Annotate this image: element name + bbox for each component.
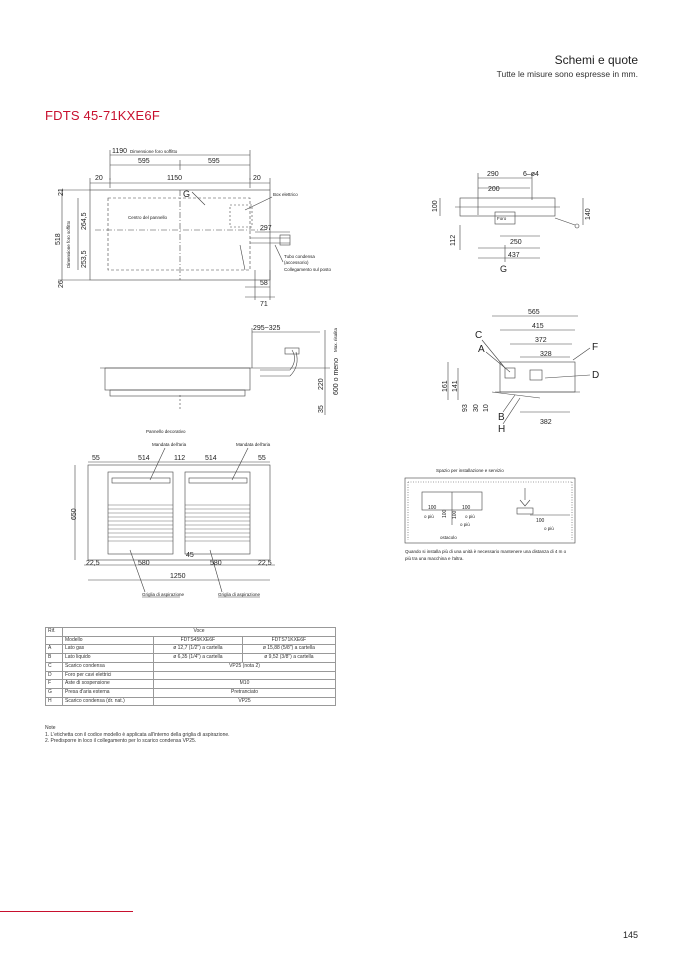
table-row: C Scarico condensa VP25 (nota 2) [46,662,336,671]
model-title: FDTS 45-71KXE6F [45,108,160,123]
dim-514b: 514 [205,455,217,462]
section-subtitle: Tutte le misure sono espresse in mm. [496,69,638,79]
dim-6-phi4: 6–ø4 [523,171,539,178]
note-2: 2. Predisporre in loco il collegamento per lo scarico condensa VP25. [45,738,197,744]
label-b: B [498,412,505,423]
dim-600-o-meno: 600 o meno [333,358,340,395]
dim-58: 58 [260,280,268,287]
dim-140: 140 [585,208,592,220]
label-g-side: G [500,264,508,274]
dim-1250: 1250 [170,573,186,580]
dim-30: 30 [473,404,480,412]
dim-93: 93 [462,404,469,412]
label-accessorio: (accessorio) [284,260,309,265]
label-foro: Foro [497,216,507,221]
label-g-top: G [183,189,191,199]
dim-518-label: Dimensione foro soffitto [66,220,71,268]
dim-580b: 580 [210,560,222,567]
dim-250: 250 [510,239,522,246]
dim-1190-label: Dimensione foro soffitto [130,149,178,154]
label-griglia-1: Griglia di aspirazione [142,592,185,597]
label-h: H [498,424,506,435]
drawing-installation-space [405,468,575,561]
dim-650: 650 [71,508,78,520]
dim-200: 200 [488,186,500,193]
dim-71: 71 [260,301,268,308]
dim-112: 112 [450,234,457,246]
opiu-b: o più [465,514,475,519]
dim-518: 518 [55,233,62,245]
dim-161: 161 [442,380,449,392]
dim-10: 10 [483,404,490,412]
note-installation-1: Quando si installa più di una unità è necessario mantenere una distanza di 4 m o [405,549,567,554]
dim-1150: 1150 [167,175,183,182]
dim-22-5a: 22,5 [86,560,100,567]
dim-297: 297 [260,225,272,232]
label-ostacolo: ostacolo [440,535,457,540]
section-title: Schemi e quote [554,53,638,67]
table-row: B Lato liquido ø 6,35 (1/4") a cartella ø 9,52 (3/8") a cartella [46,654,336,663]
label-d: D [592,370,600,381]
dim-100-a: 100 [428,505,437,511]
label-pannello-decorativo: Pannello decorativo [146,429,186,434]
dim-595a: 595 [138,158,150,165]
table-row: G Presa d'aria esterna Pretranciato [46,688,336,697]
dim-45: 45 [186,552,194,559]
label-spazio-installazione: Spazio per installazione e servizio [436,468,504,473]
label-c: C [475,330,483,341]
dim-264-5: 264,5 [81,212,88,230]
note-1: 1. L'etichetta con il codice modello è applicata all'interno della griglia di aspirazione. [45,731,230,738]
dim-100-c: 100 [462,505,471,511]
note-installation-2: più tra una macchina e l'altra. [405,556,464,561]
spec-table [45,627,336,706]
label-mandata-1: Mandata dell'aria [152,442,187,447]
label-tubo-condensa: Tubo condensa [284,254,315,259]
dim-100-b: 100 [442,509,448,518]
table-header-rif: Rif. [46,628,63,637]
table-row: H Scarico condensa (dr. nat.) VP25 [46,697,336,706]
dim-290: 290 [487,171,499,178]
dim-595b: 595 [208,158,220,165]
drawing-front-elevation [100,325,340,415]
opiu-d: o più [544,526,554,531]
table-row: D Foro per cavi elettrici [46,671,336,680]
table-row: F Aste di sospensione M10 [46,680,336,689]
drawing-decorative-panel [71,429,275,597]
notes-title: Note [45,725,56,731]
dim-20b: 20 [253,175,261,182]
label-griglia-2: Griglia di aspirazione [218,592,261,597]
dim-580a: 580 [138,560,150,567]
dim-253-5: 253,5 [81,250,88,268]
opiu-a: o più [424,514,434,519]
dim-514a: 514 [138,455,150,462]
table-header-voce: Voce [63,628,336,637]
dim-415: 415 [532,323,544,330]
dim-565: 565 [528,309,540,316]
dim-328: 328 [540,351,552,358]
dim-100-d: 100 [452,510,458,519]
dim-295-325: 295~325 [253,325,281,332]
dim-100-e: 100 [536,518,545,524]
footer-accent-line [0,911,133,912]
dim-437: 437 [508,252,520,259]
dim-100: 100 [432,200,439,212]
drawing-plan-view [55,148,332,308]
dim-141: 141 [452,380,459,392]
dim-26: 26 [58,280,65,288]
dim-55a: 55 [92,455,100,462]
dim-382: 382 [540,419,552,426]
label-centro-pannello: Centro del pannello [128,215,168,220]
table-row: Modello FDTS45KXE6F FDTS71KXE6F [46,636,336,645]
dim-112: 112 [174,455,186,462]
label-f: F [592,342,599,353]
label-collegamento: Collegamento sul posto [284,267,332,272]
table-header-row [46,628,336,637]
dim-35: 35 [318,405,325,413]
dim-20a: 20 [95,175,103,182]
drawing-side-elevation [442,309,599,435]
dim-372: 372 [535,337,547,344]
dim-220: 220 [318,378,325,390]
label-mandata-2: Mandata dell'aria [236,442,271,447]
page-number: 145 [622,930,638,940]
dim-22-5b: 22,5 [258,560,272,567]
drawing-side-detail [432,171,592,274]
label-max-risalita: Max. risalita [333,327,338,352]
label-box-elettrico: Box elettrico [273,192,298,197]
dim-21: 21 [58,188,65,196]
opiu-c: o più [460,522,470,527]
dim-1190: 1190 [112,148,128,155]
label-a: A [478,344,485,355]
notes [45,725,230,745]
table-row: A Lato gas ø 12,7 (1/2") a cartella ø 15,88 (5/8") a cartella [46,645,336,654]
dim-55b: 55 [258,455,266,462]
